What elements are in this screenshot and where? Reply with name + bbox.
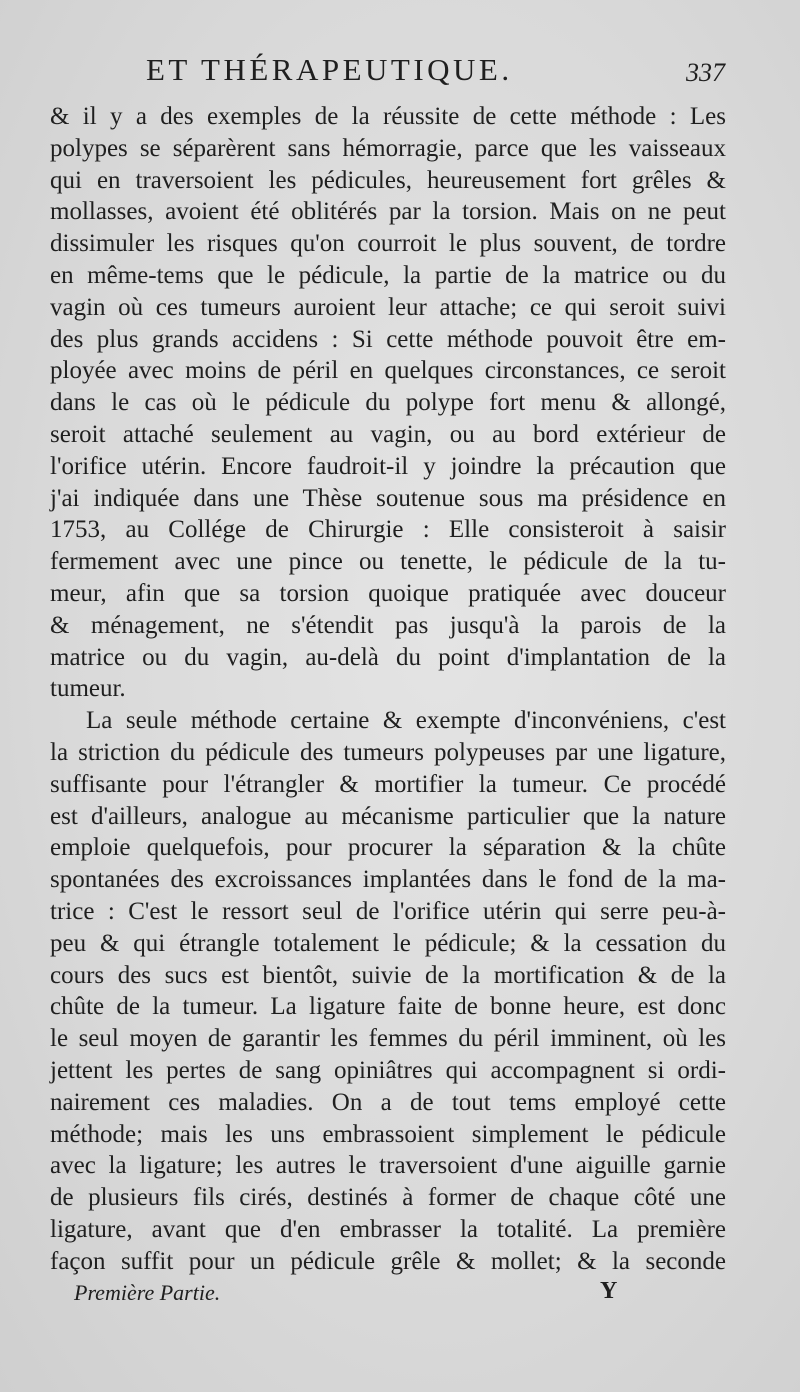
text-line: la striction du pédicule des tumeurs polypeuses par une ligature, [50, 738, 726, 766]
text-line: & il y a des exemples de la réussite de cette méthode : Les [50, 103, 726, 130]
page-number: 337 [686, 58, 725, 87]
part-label: Première Partie. [74, 1280, 221, 1305]
text-line: tumeur. [50, 675, 126, 703]
text-line: meur, afin que sa torsion quoique pratiquée avec douceur [50, 579, 726, 607]
text-line: jettent les pertes de sang opiniâtres qui accompagnent si ordi- [50, 1056, 726, 1084]
text-line: j'ai indiquée dans une Thèse soutenue sous ma présidence en [50, 484, 726, 512]
text-line: seroit attaché seulement au vagin, ou au bord extérieur de [50, 420, 726, 448]
text-line: cours des sucs est bientôt, suivie de la mortification & de la [50, 961, 726, 989]
text-line: dissimuler les risques qu'on courroit le plus souvent, de tordre [50, 230, 726, 258]
text-line: vagin où ces tumeurs auroient leur attache; ce qui seroit suivi [50, 293, 726, 321]
text-line: polypes se séparèrent sans hémorragie, parce que les vaisseaux [50, 134, 726, 162]
text-line: spontanées des excroissances implantées dans le fond de la ma- [50, 866, 726, 894]
text-line: ployée avec moins de péril en quelques circonstances, ce seroit [50, 357, 726, 385]
text-line: trice : C'est le ressort seul de l'orifice utérin qui serre peu-à- [50, 897, 726, 925]
text-line: des plus grands accidens : Si cette méthode pouvoit être em- [50, 325, 726, 353]
signature-mark: Y [600, 1278, 618, 1304]
text-line: matrice ou du vagin, au-delà du point d'implantation de la [50, 643, 726, 671]
text-line: 1753, au Collége de Chirurgie : Elle consisteroit à saisir [50, 516, 726, 544]
page-footer [0, 1278, 800, 1318]
text-line: façon suffit pour un pédicule grêle & mollet; & la seconde [50, 1247, 726, 1275]
text-line: le seul moyen de garantir les femmes du péril imminent, où les [50, 1025, 726, 1053]
text-line: suffisante pour l'étrangler & mortifier la tumeur. Ce procédé [50, 770, 726, 798]
text-line: de plusieurs fils cirés, destinés à former de chaque côté une [50, 1184, 726, 1212]
text-line: ligature, avant que d'en embrasser la totalité. La première [50, 1215, 726, 1243]
page-header [0, 50, 800, 90]
text-line: fermement avec une pince ou tenette, le pédicule de la tu- [50, 548, 726, 576]
text-line: chûte de la tumeur. La ligature faite de bonne heure, est donc [50, 993, 726, 1021]
text-line: avec la ligature; les autres le traversoient d'une aiguille garnie [50, 1152, 726, 1180]
paragraph-start-line: La seule méthode certaine & exempte d'inconvéniens, c'est [86, 707, 726, 735]
text-line: méthode; mais les uns embrassoient simplement le pédicule [50, 1120, 726, 1148]
text-line: nairement ces maladies. On a de tout tems employé cette [50, 1088, 726, 1116]
text-line: l'orifice utérin. Encore faudroit-il y joindre la précaution que [50, 452, 726, 480]
text-line: est d'ailleurs, analogue au mécanisme particulier que la nature [50, 802, 726, 830]
running-title: ET THÉRAPEUTIQUE. [146, 52, 513, 87]
text-line: emploie quelquefois, pour procurer la séparation & la chûte [50, 834, 726, 862]
text-line: mollasses, avoient été oblitérés par la torsion. Mais on ne peut [50, 198, 726, 226]
text-line: & ménagement, ne s'étendit pas jusqu'à la parois de la [50, 611, 726, 639]
text-line: dans le cas où le pédicule du polype fort menu & allongé, [50, 389, 726, 417]
body-text [50, 101, 726, 1277]
text-line: en même-tems que le pédicule, la partie de la matrice ou du [50, 261, 726, 289]
text-line: qui en traversoient les pédicules, heureusement fort grêles & [50, 166, 726, 194]
text-line: peu & qui étrangle totalement le pédicule; & la cessation du [50, 929, 726, 957]
